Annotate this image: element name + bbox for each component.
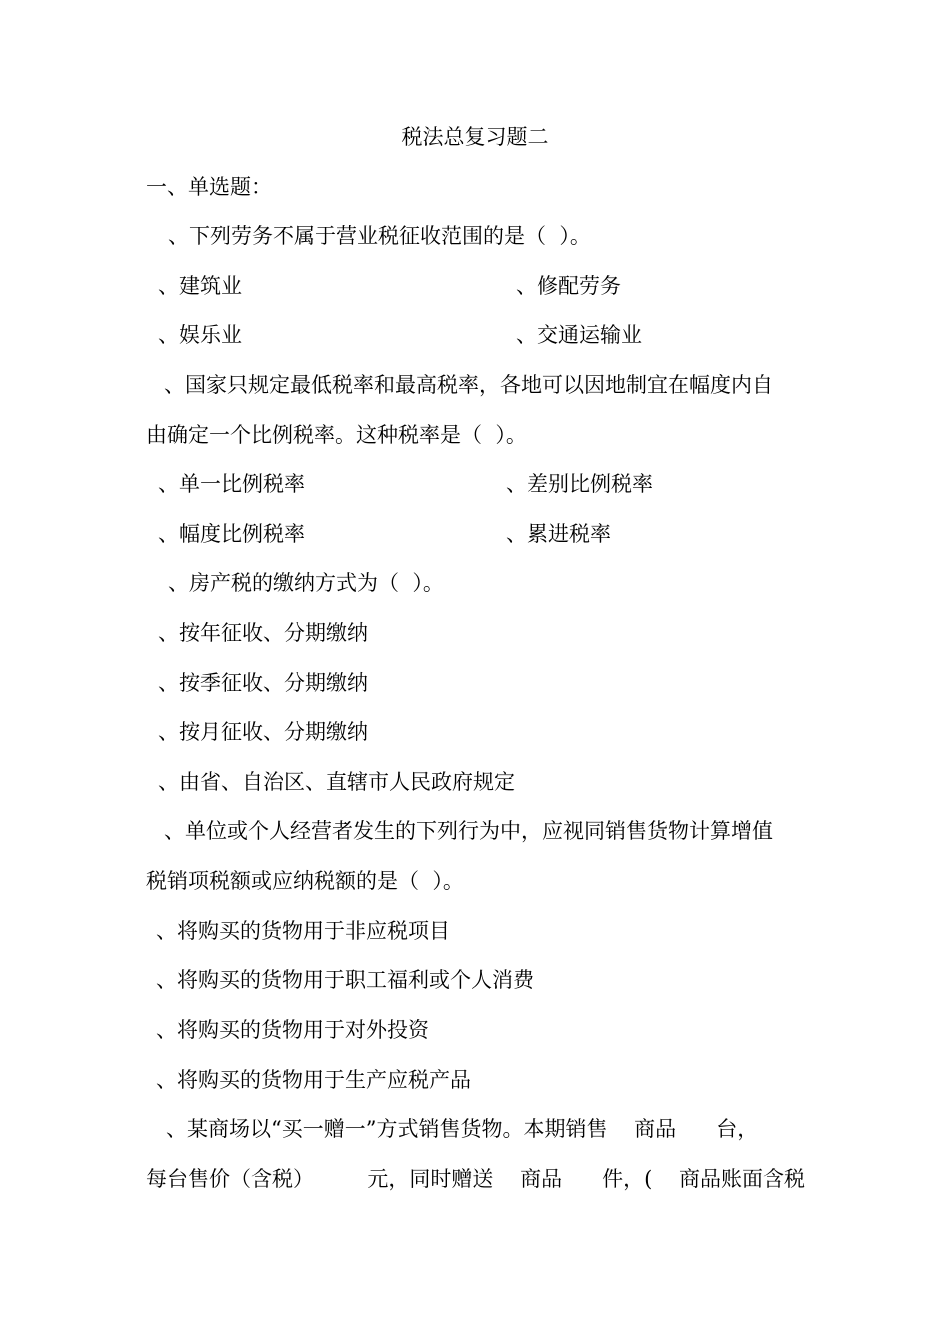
question-4-stem-line-2: 税销项税额或应纳税额的是（ ）。 (146, 869, 464, 893)
question-2-stem-line-1: 、国家只规定最低税率和最高税率，各地可以因地制宜在幅度内自 (164, 373, 773, 397)
question-4-option-d: 、将购买的货物用于生产应税产品 (156, 1068, 471, 1092)
question-1-option-d: 、交通运输业 (516, 323, 642, 347)
question-3-stem: 、房产税的缴纳方式为（ ）。 (168, 571, 444, 595)
question-4-stem-line-1: 、单位或个人经营者发生的下列行为中，应视同销售货物计算增值 (164, 819, 773, 843)
question-2-option-b: 、差别比例税率 (506, 472, 653, 496)
question-2-stem-line-2: 由确定一个比例税率。这种税率是（ ）。 (146, 423, 527, 447)
question-1-option-c: 、娱乐业 (158, 323, 242, 347)
question-5-stem-line-2: 每台售价（含税） 元，同时赠送 商品 件，( 商品账面含税 (146, 1167, 806, 1191)
section-heading: 一、单选题： (146, 175, 272, 199)
question-3-option-a: 、按年征收、分期缴纳 (158, 621, 368, 645)
question-1-stem: 、下列劳务不属于营业税征收范围的是（ ）。 (168, 224, 591, 248)
question-2-option-a: 、单一比例税率 (158, 472, 305, 496)
question-1-option-a: 、建筑业 (158, 274, 242, 298)
question-4-option-a: 、将购买的货物用于非应税项目 (156, 919, 450, 943)
question-3-option-d: 、由省、自治区、直辖市人民政府规定 (158, 770, 515, 794)
question-2-option-d: 、累进税率 (506, 522, 611, 546)
question-4-option-c: 、将购买的货物用于对外投资 (156, 1018, 429, 1042)
question-2-option-c: 、幅度比例税率 (158, 522, 305, 546)
document-title: 税法总复习题二 (401, 125, 549, 149)
question-3-option-b: 、按季征收、分期缴纳 (158, 671, 368, 695)
question-1-option-b: 、修配劳务 (516, 274, 621, 298)
question-4-option-b: 、将购买的货物用于职工福利或个人消费 (156, 968, 534, 992)
question-5-stem-line-1: 、某商场以“买一赠一”方式销售货物。本期销售 商品 台， (166, 1117, 759, 1141)
question-3-option-c: 、按月征收、分期缴纳 (158, 720, 368, 744)
